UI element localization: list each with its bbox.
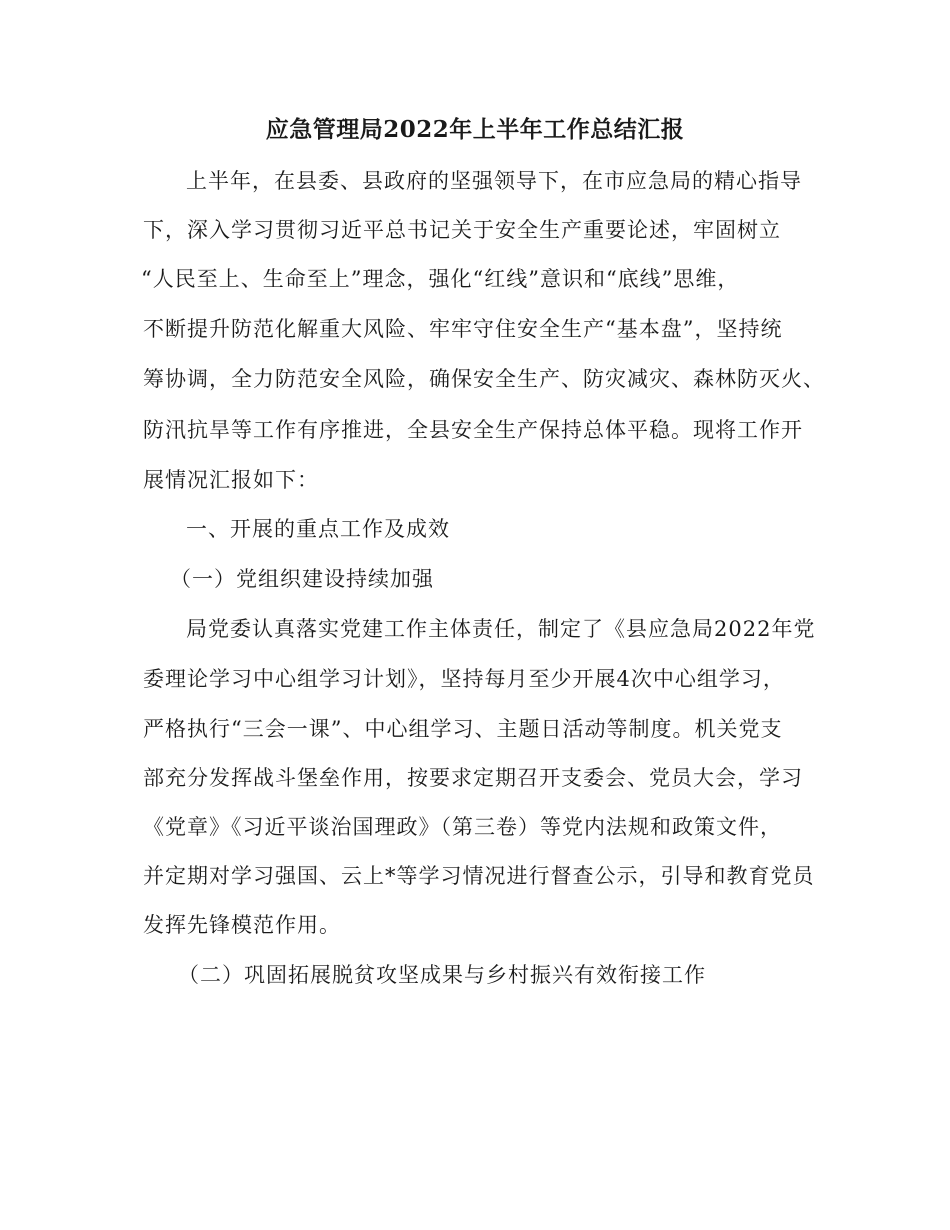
- paragraph-line: 不断提升防范化解重大风险、牢牢守住安全生产“基本盘”，坚持统: [143, 317, 783, 341]
- section-heading: 一、开展的重点工作及成效: [186, 517, 450, 541]
- paragraph-line: 上半年，在县委、县政府的坚强领导下，在市应急局的精心指导: [186, 169, 802, 193]
- paragraph-line: 防汛抗旱等工作有序推进，全县安全生产保持总体平稳。现将工作开: [143, 418, 803, 442]
- paragraph-line: 发挥先锋模范作用。: [143, 913, 341, 937]
- paragraph-line: 委理论学习中心组学习计划》，坚持每月至少开展4次中心组学习，: [143, 667, 785, 691]
- paragraph-line: 部充分发挥战斗堡垒作用，按要求定期召开支委会、党员大会，学习: [143, 766, 803, 790]
- subsection-heading: （一）党组织建设持续加强: [170, 567, 434, 591]
- paragraph-line: 下，深入学习贯彻习近平总书记关于安全生产重要论述，牢固树立: [143, 218, 781, 242]
- document-title: 应急管理局2022年上半年工作总结汇报: [265, 116, 685, 143]
- paragraph-line: 严格执行“三会一课”、中心组学习、主题日活动等制度。机关党支: [143, 717, 783, 741]
- paragraph-line: 并定期对学习强国、云上*等学习情况进行督查公示，引导和教育党员: [143, 864, 815, 888]
- paragraph-line: 展情况汇报如下：: [143, 468, 319, 492]
- paragraph-line: 《党章》《习近平谈治国理政》（第三卷）等党内法规和政策文件，: [143, 815, 782, 839]
- paragraph-line: 局党委认真落实党建工作主体责任，制定了《县应急局2022年党: [186, 617, 816, 641]
- paragraph-line: 筹协调，全力防范安全风险，确保安全生产、防灾减灾、森林防灭火、: [143, 367, 825, 391]
- paragraph-line: “人民至上、生命至上”理念，强化“红线”意识和“底线”思维，: [141, 267, 740, 291]
- subsection-heading: （二）巩固拓展脱贫攻坚成果与乡村振兴有效衔接工作: [178, 963, 706, 987]
